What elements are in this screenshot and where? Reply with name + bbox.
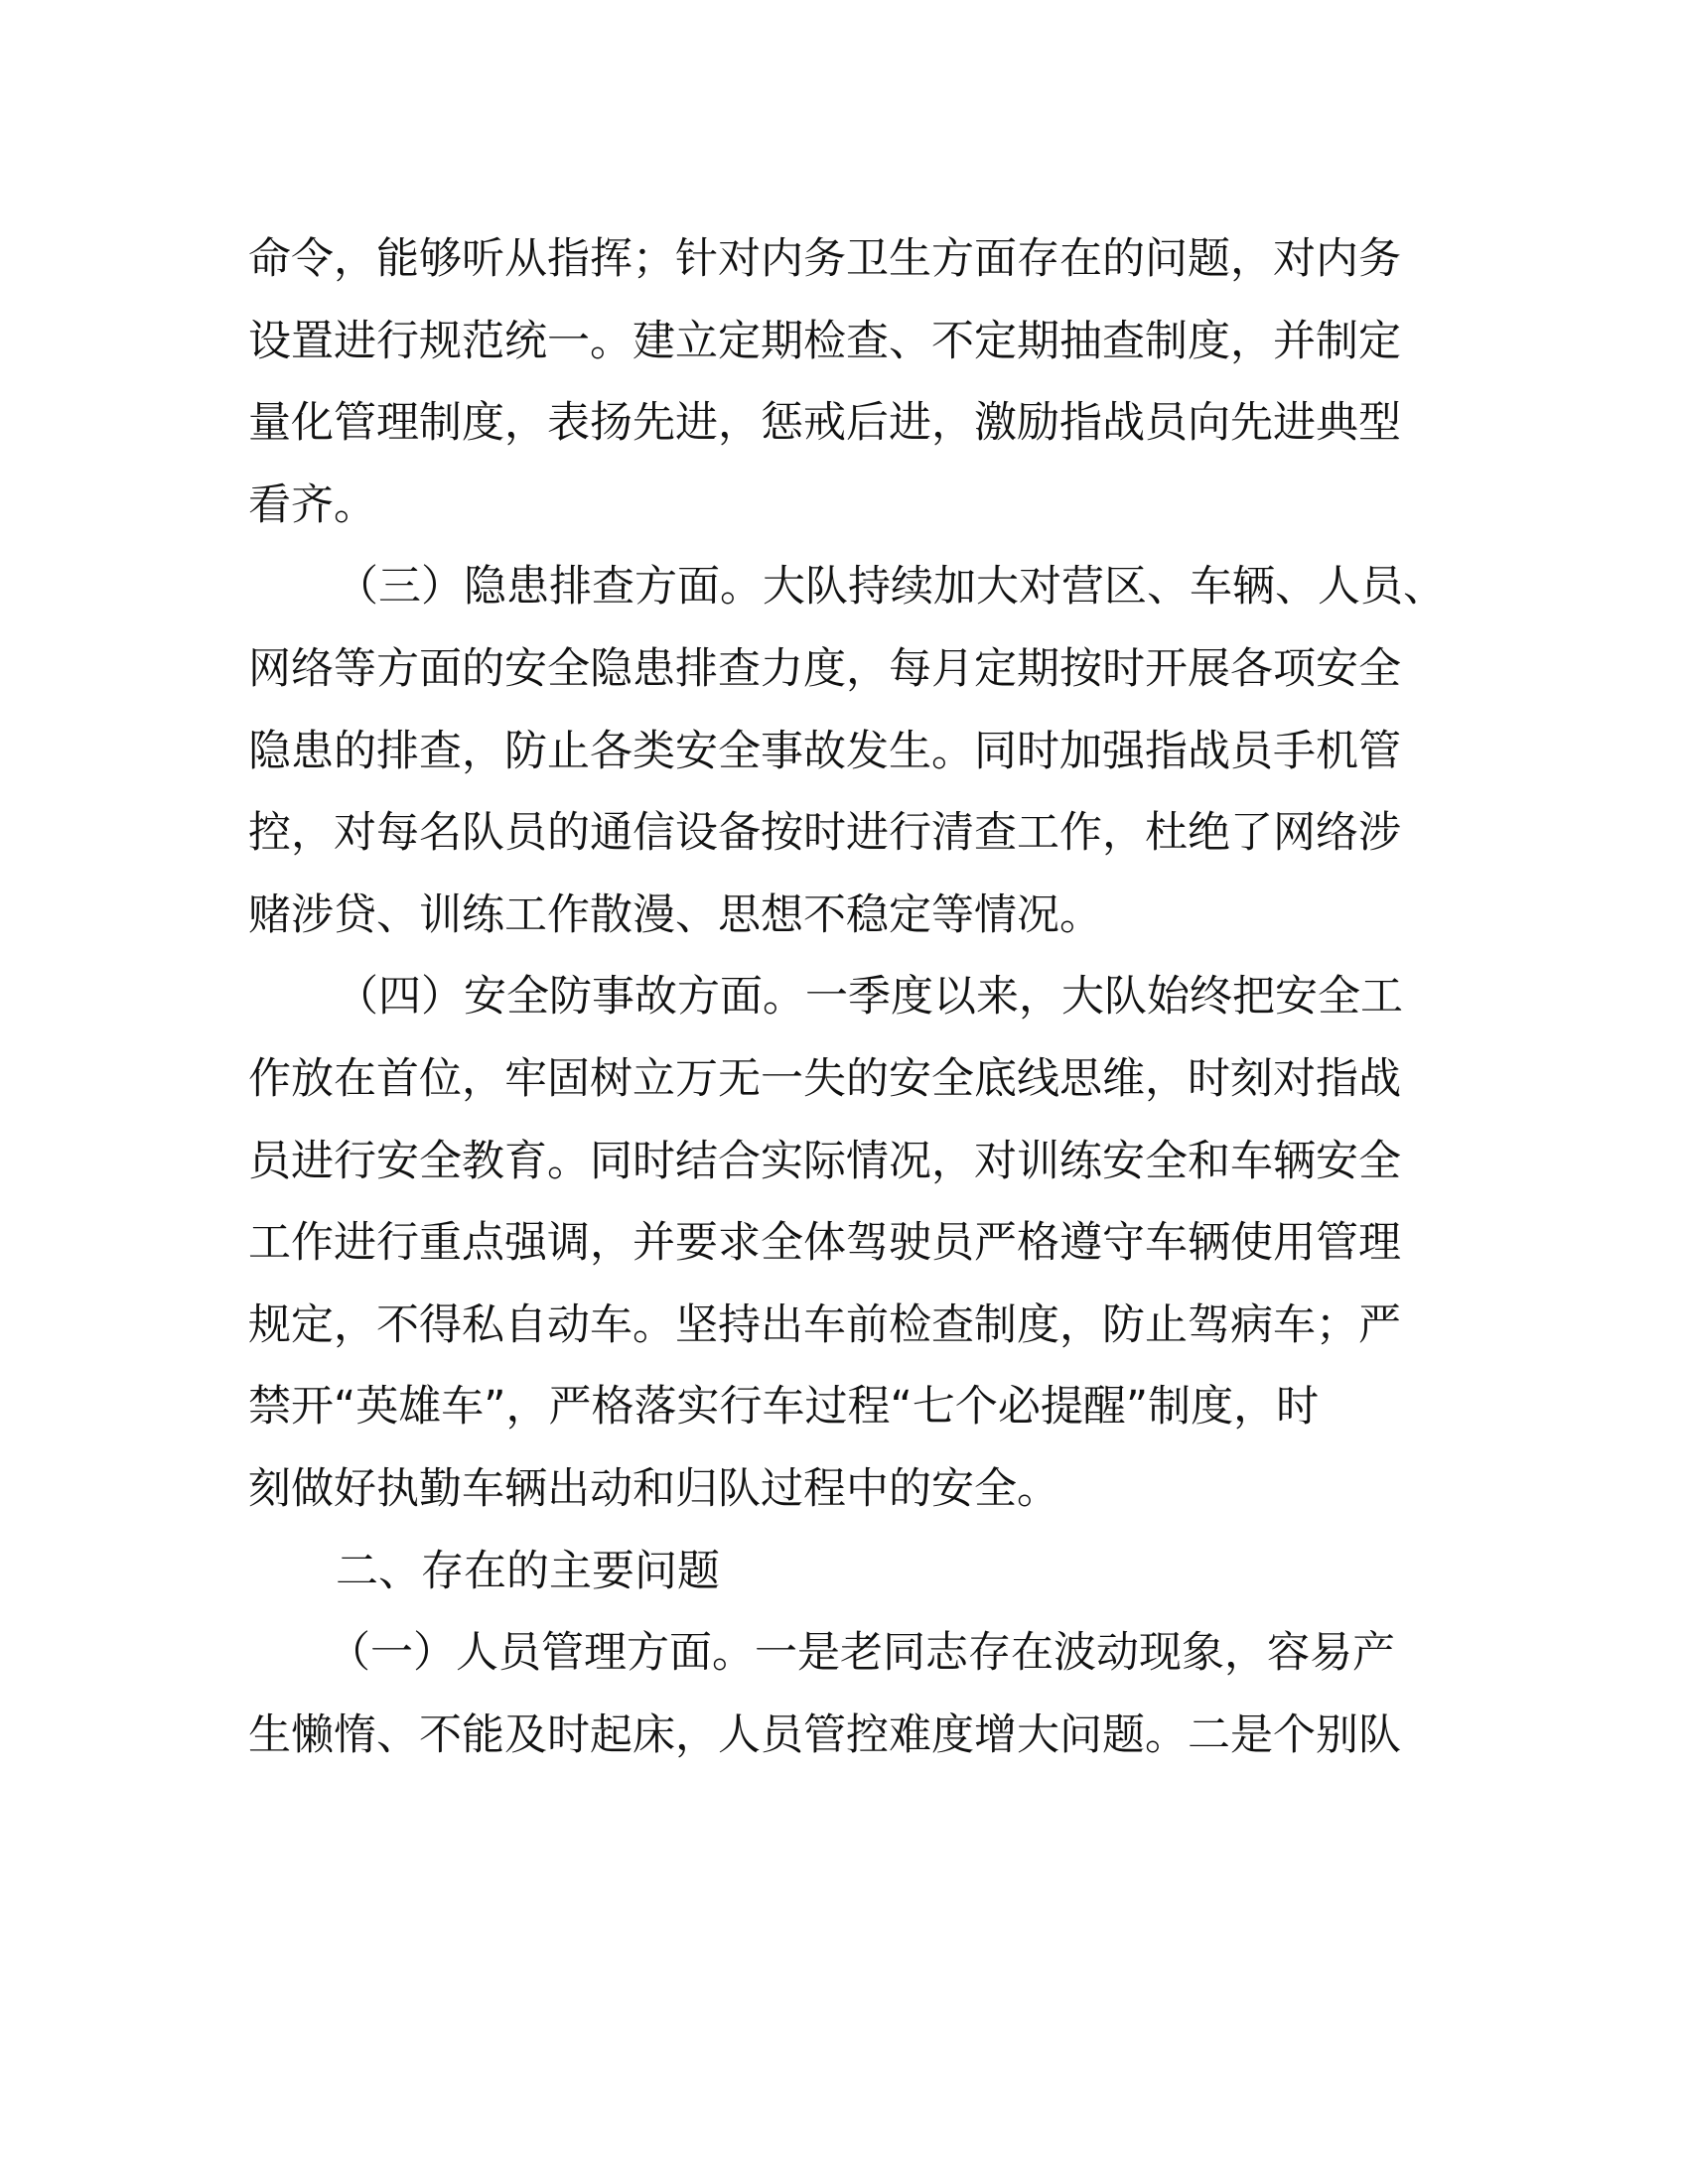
text-line: 赌涉贷、训练工作散漫、思想不稳定等情况。 (248, 889, 1102, 940)
text-line: 隐患的排查，防止各类安全事故发生。同时加强指战员手机管 (248, 726, 1401, 776)
text-line: 作放在首位，牢固树立万无一失的安全底线思维，时刻对指战 (248, 1053, 1401, 1104)
text-line: 生懒惰、不能及时起床，人员管控难度增大问题。二是个别队 (248, 1709, 1401, 1760)
text-line: 网络等方面的安全隐患排查力度，每月定期按时开展各项安全 (248, 643, 1401, 694)
text-line: 刻做好执勤车辆出动和归队过程中的安全。 (248, 1463, 1059, 1514)
section-title: 二、存在的主要问题 (336, 1546, 720, 1596)
text-line: 看齐。 (248, 479, 376, 530)
text-line: 量化管理制度，表扬先进，惩戒后进，激励指战员向先进典型 (248, 398, 1401, 449)
text-line: 控，对每名队员的通信设备按时进行清查工作，杜绝了网络涉 (248, 808, 1401, 859)
section-heading-line: （一）人员管理方面。一是老同志存在波动现象，容易产 (328, 1628, 1395, 1679)
section-heading-line: （四）安全防事故方面。一季度以来，大队始终把安全工 (336, 972, 1403, 1023)
text-line: 禁开“英雄车”，严格落实行车过程“七个必提醒”制度，时 (248, 1382, 1320, 1433)
text-line: 工作进行重点强调，并要求全体驾驶员严格遵守车辆使用管理 (248, 1218, 1401, 1269)
text-line: 设置进行规范统一。建立定期检查、不定期抽查制度，并制定 (248, 316, 1401, 366)
document-body (248, 218, 1460, 1776)
text-line: 命令，能够听从指挥；针对内务卫生方面存在的问题，对内务 (248, 234, 1401, 284)
text-line: 规定，不得私自动车。坚持出车前检查制度，防止驾病车；严 (248, 1299, 1401, 1350)
section-heading-line: （三）隐患排查方面。大队持续加大对营区、车辆、人员、 (336, 562, 1446, 613)
text-line: 员进行安全教育。同时结合实际情况，对训练安全和车辆安全 (248, 1136, 1401, 1186)
